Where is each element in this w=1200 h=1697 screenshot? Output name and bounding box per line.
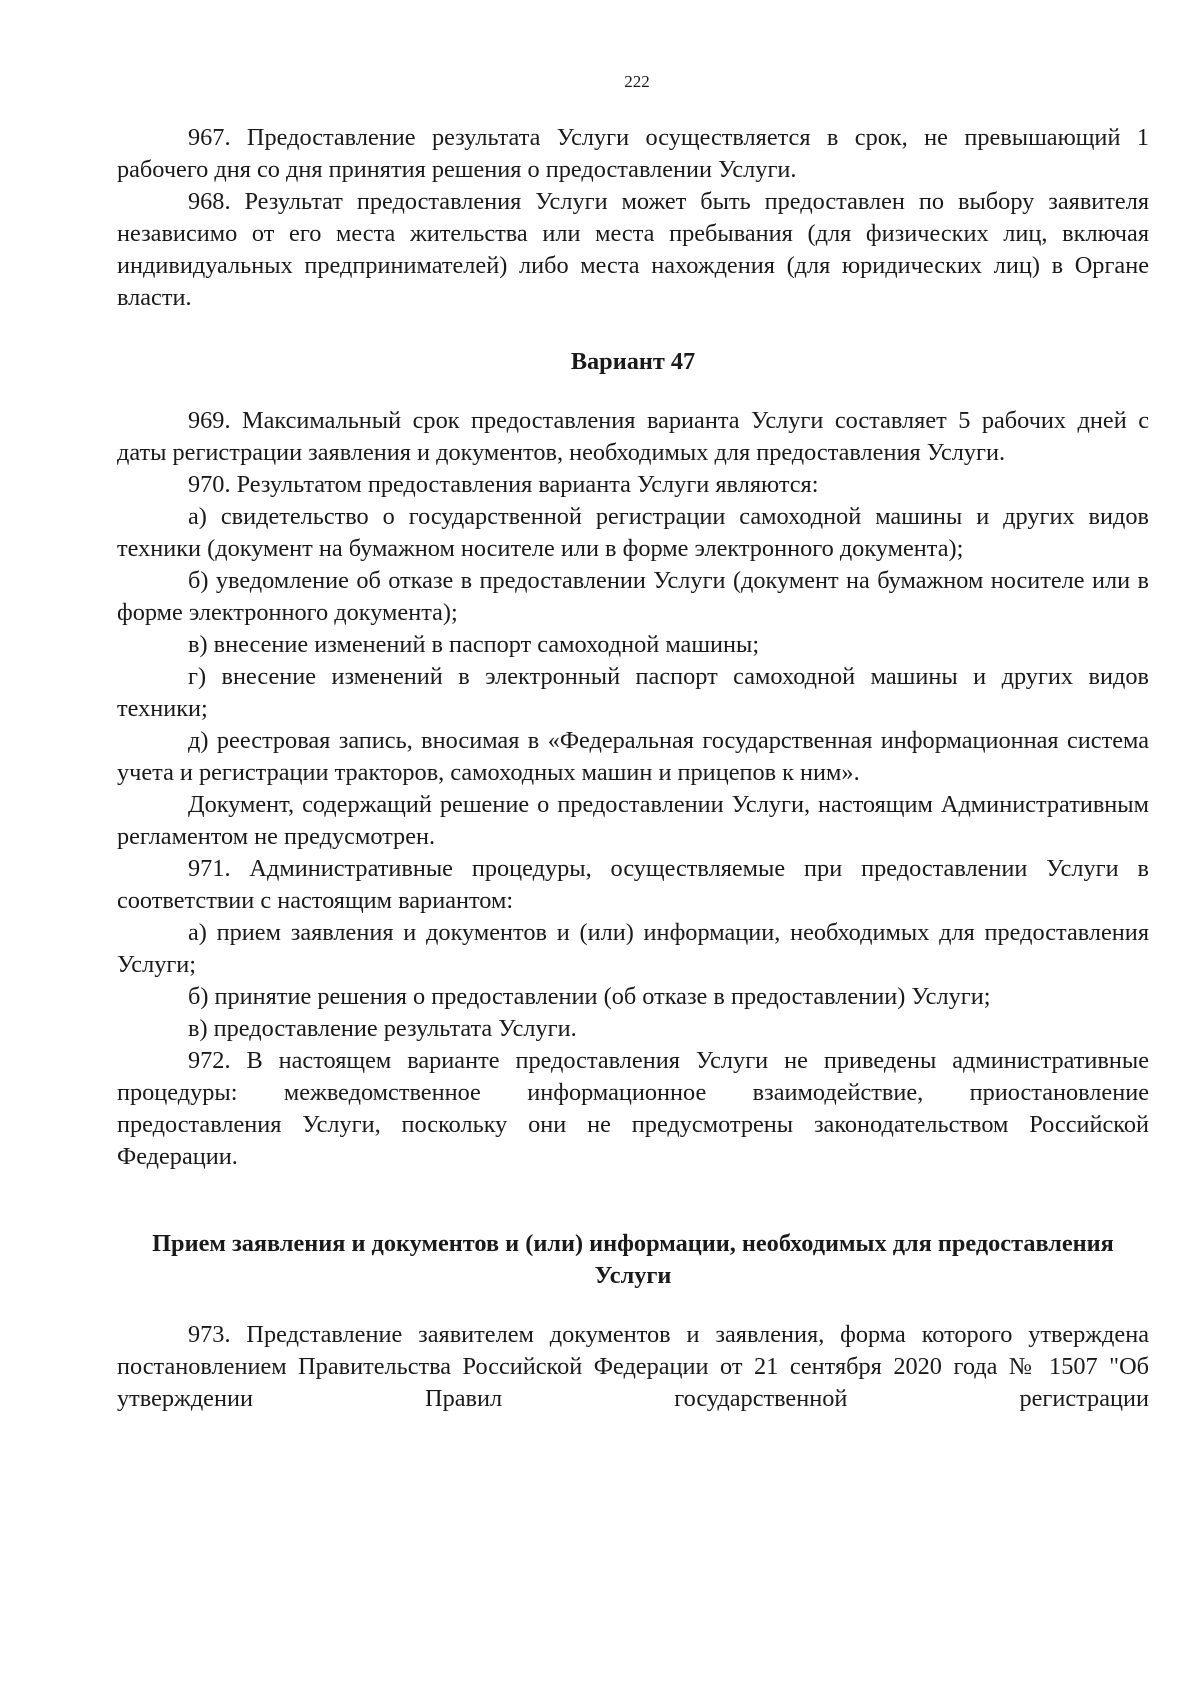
list-item-v: в) внесение изменений в паспорт самоходной машины;	[188, 631, 760, 658]
paragraph-970: 970. Результатом предоставления варианта Услуги являются:	[188, 471, 819, 498]
paragraph-973: 973. Представление заявителем документов и заявления, форма которого утверждена постановлением Правительства Российской Федерации от 21 сентября 2020 года № 1507 "Об утверждении Правил государственной регистрации	[117, 1321, 1149, 1412]
list-item-a: а) свидетельство о государственной регистрации самоходной машины и других видов техники (документ на бумажном носителе или в форме электронного документа);	[117, 503, 1149, 562]
paragraph-968: 968. Результат предоставления Услуги может быть предоставлен по выбору заявителя независимо от его места жительства или места пребывания (для физических лиц, включая индивидуальных предпринимателей) либо места нахождения (для юридических лиц) в Органе власти.	[117, 188, 1149, 311]
section-heading: Прием заявления и документов и (или) информации, необходимых для предоставления Услуги	[152, 1230, 1114, 1289]
list-item-g: г) внесение изменений в электронный паспорт самоходной машины и других видов техники;	[117, 663, 1149, 722]
procedure-item-a: а) прием заявления и документов и (или) информации, необходимых для предоставления Услуги;	[117, 919, 1149, 978]
variant-heading: Вариант 47	[570, 348, 696, 375]
paragraph-969: 969. Максимальный срок предоставления варианта Услуги составляет 5 рабочих дней с даты регистрации заявления и документов, необходимых для предоставления Услуги.	[117, 407, 1149, 466]
paragraph-decision-doc: Документ, содержащий решение о предоставлении Услуги, настоящим Административным регламентом не предусмотрен.	[117, 791, 1149, 850]
paragraph-972: 972. В настоящем варианте предоставления Услуги не приведены административные процедуры: межведомственное информационное взаимодействие, приостановление предоставления Услуги, поскольку они не предусмотрены законодательством Российской Федерации.	[117, 1047, 1149, 1170]
list-item-b: б) уведомление об отказе в предоставлении Услуги (документ на бумажном носителе или в форме электронного документа);	[117, 567, 1149, 626]
procedure-item-b: б) принятие решения о предоставлении (об отказе в предоставлении) Услуги;	[188, 983, 991, 1010]
paragraph-967: 967. Предоставление результата Услуги осуществляется в срок, не превышающий 1 рабочего дня со дня принятия решения о предоставлении Услуги.	[117, 124, 1149, 183]
list-item-d: д) реестровая запись, вносимая в «Федеральная государственная информационная система учета и регистрации тракторов, самоходных машин и прицепов к ним».	[117, 727, 1149, 786]
procedure-item-v: в) предоставление результата Услуги.	[188, 1015, 577, 1042]
page-number: 222	[624, 72, 650, 91]
paragraph-971: 971. Административные процедуры, осуществляемые при предоставлении Услуги в соответствии с настоящим вариантом:	[117, 855, 1149, 914]
document-body	[117, 122, 1149, 1415]
